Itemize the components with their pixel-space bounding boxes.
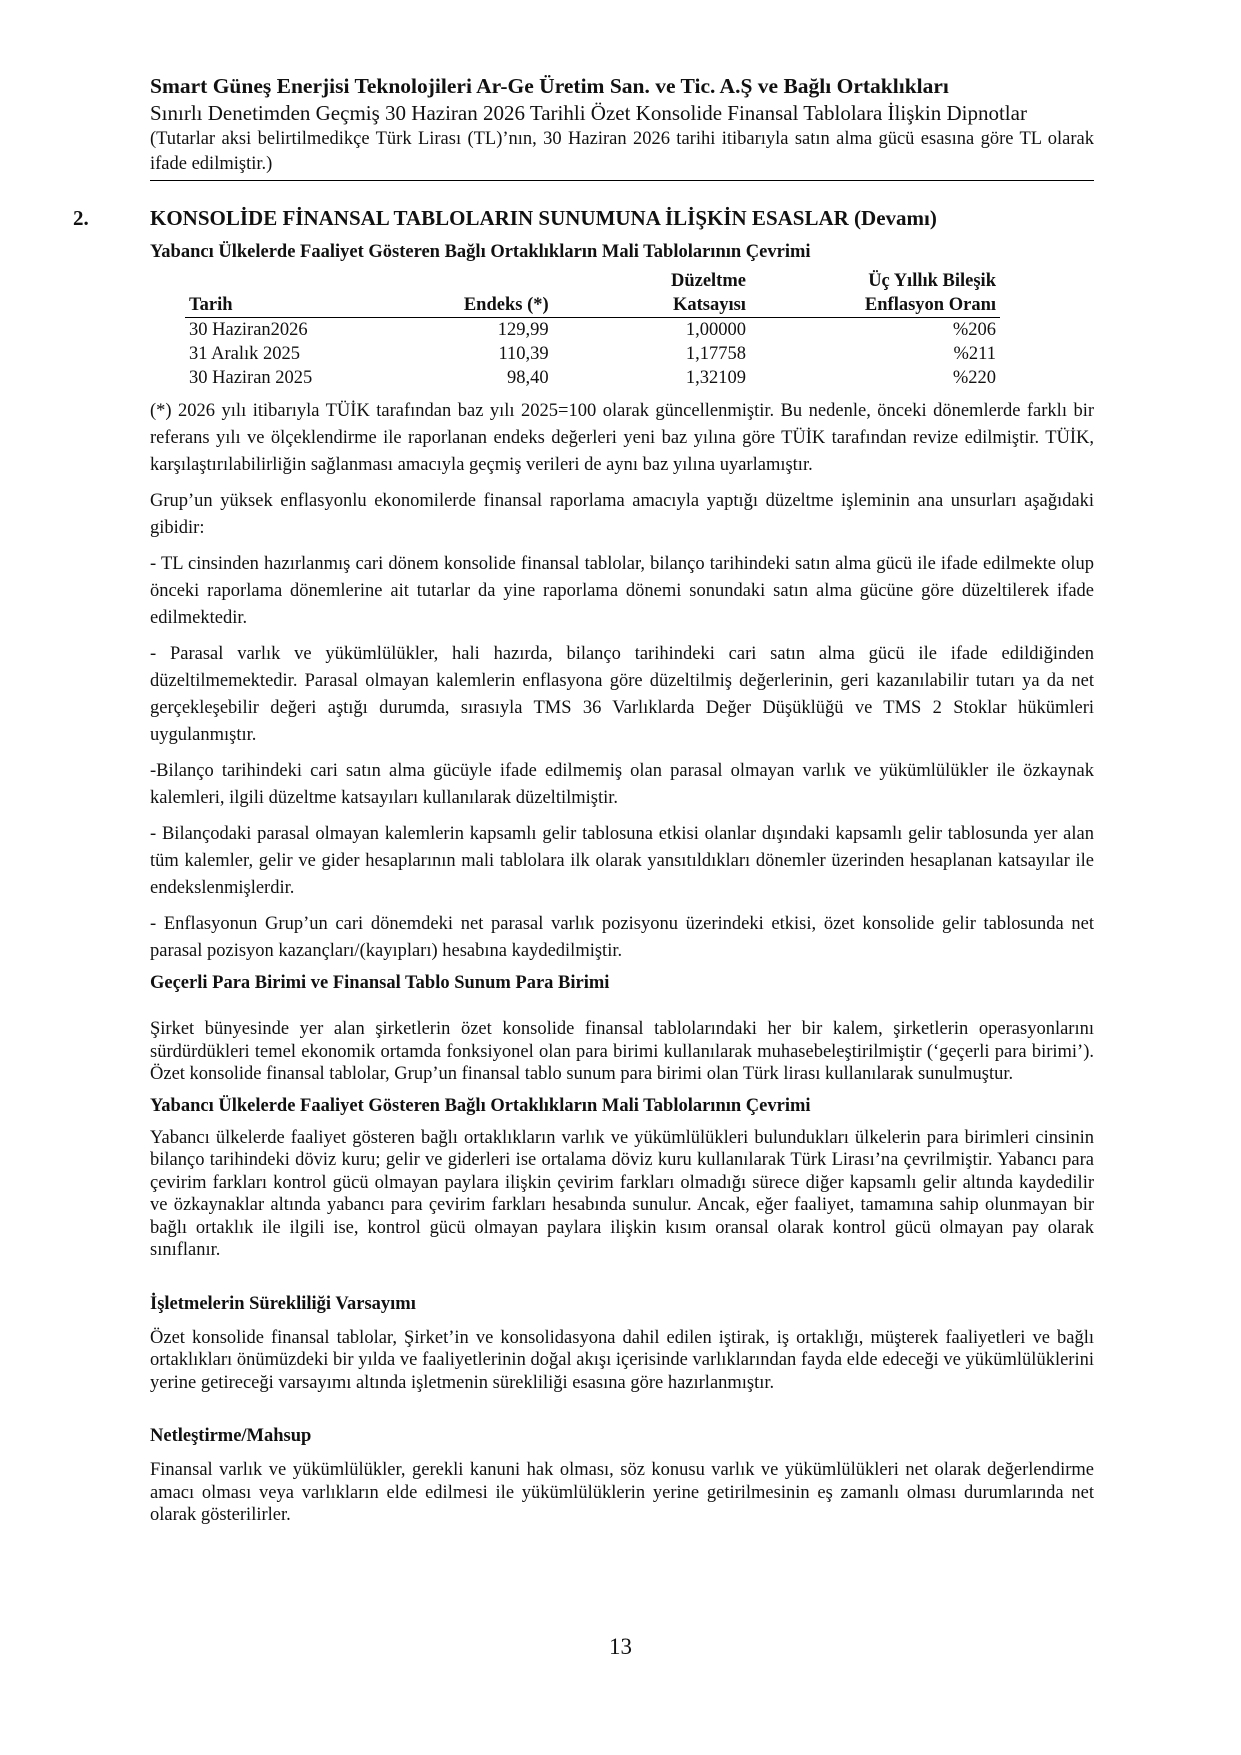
subheading-foreign-translation-2: Yabancı Ülkelerde Faaliyet Gösteren Bağlı Ortaklıkların Mali Tablolarının Çevrimi xyxy=(150,1095,811,1116)
netting-paragraph: Finansal varlık ve yükümlülükler, gerekli kanuni hak olması, söz konusu varlık ve yükümlülükleri net olarak değerlendirme amacı olması veya varlıkların elde edilmesi ile yükümlülüklerin yerine getirilmesinin eş zamanlı olması durumlarında net olarak gösterilirler. xyxy=(150,1460,1094,1525)
adjustment-item-3: -Bilanço tarihindeki cari satın alma gücüyle ifade edilmemiş olan parasal olmayan varlık ve yükümlülükler ile özkaynak kalemleri, ilgili düzeltme katsayıları kullanılarak düzeltilmiştir. xyxy=(150,761,1094,808)
subheading-netting: Netleştirme/Mahsup xyxy=(150,1426,312,1446)
subheading-going-concern: İşletmelerin Sürekliliği Varsayımı xyxy=(150,1293,416,1314)
cell-inflation: %220 xyxy=(952,368,996,388)
cell-date: 31 Aralık 2025 xyxy=(189,344,300,364)
table-row xyxy=(185,342,1000,366)
cell-date: 30 Haziran 2025 xyxy=(189,368,313,388)
inflation-index-table xyxy=(185,269,1000,390)
adjustment-item-2: - Parasal varlık ve yükümlülükler, hali hazırda, bilanço tarihindeki cari satın alma gücü ile ifade edildiğinden düzeltilmemektedir. Parasal olmayan kalemlerin enflasyona göre düzeltilmiş değerlerinin, geri kazanılabilir tutarı ya da net gerçekleşebilir değeri aştığı durumda, sırasıyla TMS 36 Varlıklarda Değer Düşüklüğü ve TMS 2 Stoklar hükümleri uygulanmıştır. xyxy=(150,644,1094,745)
cell-inflation: %206 xyxy=(952,320,996,340)
section-title: KONSOLİDE FİNANSAL TABLOLARIN SUNUMUNA İLİŞKİN ESASLAR (Devamı) xyxy=(150,206,937,230)
header-divider xyxy=(150,180,1094,181)
col-header-inflation: Üç Yıllık Bileşik Enflasyon Oranı xyxy=(750,269,1000,318)
cell-index: 98,40 xyxy=(507,368,549,388)
adjustment-item-1: - TL cinsinden hazırlanmış cari dönem konsolide finansal tablolar, bilanço tarihindeki satın alma gücü ile ifade edilmekte olup önceki raporlama dönemlerine ait tutarlar da yine raporlama dönemi sonundaki satın alma gücüne göre düzeltilerek ifade edilmektedir. xyxy=(150,554,1094,628)
adjustment-intro: Grup’un yüksek enflasyonlu ekonomilerde finansal raporlama amacıyla yaptığı düzeltme işleminin ana unsurları aşağıdaki gibidir: xyxy=(150,491,1094,538)
col-header-date: Tarih xyxy=(185,269,396,318)
cell-index: 129,99 xyxy=(497,320,549,340)
col-header-index: Endeks (*) xyxy=(396,269,553,318)
cell-coefficient: 1,32109 xyxy=(685,368,746,388)
report-subtitle: Sınırlı Denetimden Geçmiş 30 Haziran 2026 Tarihli Özet Konsolide Finansal Tablolara İlişkin Dipnotlar xyxy=(150,101,1027,125)
index-footnote: (*) 2026 yılı itibarıyla TÜİK tarafından baz yılı 2025=100 olarak güncellenmiştir. Bu nedenle, önceki dönemlerde farklı bir referans yılı ve ölçeklendirme ile raporlanan endeks değerleri yeni baz yılına göre TÜİK tarafından revize edilmiştir. TÜİK, karşılaştırılabilirliğin sağlanması amacıyla geçmiş verileri de aynı baz yılına uyarlamıştır. xyxy=(150,401,1094,475)
currency-note: (Tutarlar aksi belirtilmedikçe Türk Lirası (TL)’nın, 30 Haziran 2026 tarihi itibarıyla satın alma gücü esasına göre TL olarak ifade edilmiştir.) xyxy=(150,129,1094,174)
section-heading xyxy=(73,204,1094,232)
adjustment-item-4: - Bilançodaki parasal olmayan kalemlerin kapsamlı gelir tablosuna etkisi olanlar dışındaki kapsamlı gelir tablosunda yer alan tüm kalemler, gelir ve gider hesaplarının mali tablolara ilk olarak yansıtıldıkları dönemler üzerinden hesaplanan katsayılar ile endekslenmişlerdir. xyxy=(150,824,1094,898)
page-number: 13 xyxy=(609,1634,632,1659)
going-concern-paragraph: Özet konsolide finansal tablolar, Şirket’in ve konsolidasyona dahil edilen iştirak, iş ortaklığı, müşterek faaliyetleri ve bağlı ortaklıkları önümüzdeki bir yılda ve faaliyetlerinin doğal akışı içerisinde varlıklarından fayda elde edeceği ve yükümlülüklerini yerine getireceği varsayımı altında işletmenin sürekliliği esasına göre hazırlanmıştır. xyxy=(150,1327,1094,1393)
cell-coefficient: 1,17758 xyxy=(685,344,746,364)
company-name: Smart Güneş Enerjisi Teknolojileri Ar-Ge Üretim San. ve Tic. A.Ş ve Bağlı Ortaklıkları xyxy=(150,74,949,98)
subheading-foreign-translation: Yabancı Ülkelerde Faaliyet Gösteren Bağlı Ortaklıkların Mali Tablolarının Çevrimi xyxy=(150,242,811,262)
document-page xyxy=(73,72,1094,1527)
table-row xyxy=(185,366,1000,390)
cell-date: 30 Haziran2026 xyxy=(189,320,308,340)
col-header-coefficient: Düzeltme Katsayısı xyxy=(553,269,750,318)
subheading-currency: Geçerli Para Birimi ve Finansal Tablo Sunum Para Birimi xyxy=(150,973,610,993)
cell-inflation: %211 xyxy=(953,344,996,364)
foreign-translation-paragraph: Yabancı ülkelerde faaliyet gösteren bağlı ortaklıkların varlık ve yükümlülükleri bulundukları ülkelerin para birimleri cinsinin bilanço tarihindeki döviz kuru; gelir ve giderleri ise ortalama döviz kuru kullanılarak Türk Lirası’na çevrilmiştir. Yabancı para çevirim farkları kontrol gücü olmayan paylara ilişkin çevirim farkları olmadığı sürece diğer kapsamlı gelir altında kaydedilir ve özkaynaklar altında yabancı para çevirim farkları hesabında sunulur. Ancak, eğer faaliyet, tamamına sahip olunmayan bir bağlı ortaklık ile ilgili ise, kontrol gücü olmayan paylara ilişkin kısım oransal olarak kontrol gücü olmayan pay olarak sınıflanır. xyxy=(150,1127,1094,1260)
cell-coefficient: 1,00000 xyxy=(685,320,746,340)
section-number: 2. xyxy=(73,206,89,230)
table-header-row xyxy=(185,269,1000,318)
adjustment-item-5: - Enflasyonun Grup’un cari dönemdeki net parasal varlık pozisyonu üzerindeki etkisi, özet konsolide gelir tablosunda net parasal pozisyon kazançları/(kayıpları) hesabına kaydedilmiştir. xyxy=(150,914,1094,961)
currency-paragraph: Şirket bünyesinde yer alan şirketlerin özet konsolide finansal tablolarındaki her bir kalem, şirketlerin operasyonlarını sürdürdükleri temel ekonomik ortamda fonksiyonel olan para birimi kullanılarak muhasebeleştirilmiştir (‘geçerli para birimi’). Özet konsolide finansal tablolar, Grup’un finansal tablo sunum para birimi olan Türk lirası kullanılarak sunulmuştur. xyxy=(150,1019,1094,1084)
cell-index: 110,39 xyxy=(498,344,549,364)
table-row xyxy=(185,318,1000,343)
